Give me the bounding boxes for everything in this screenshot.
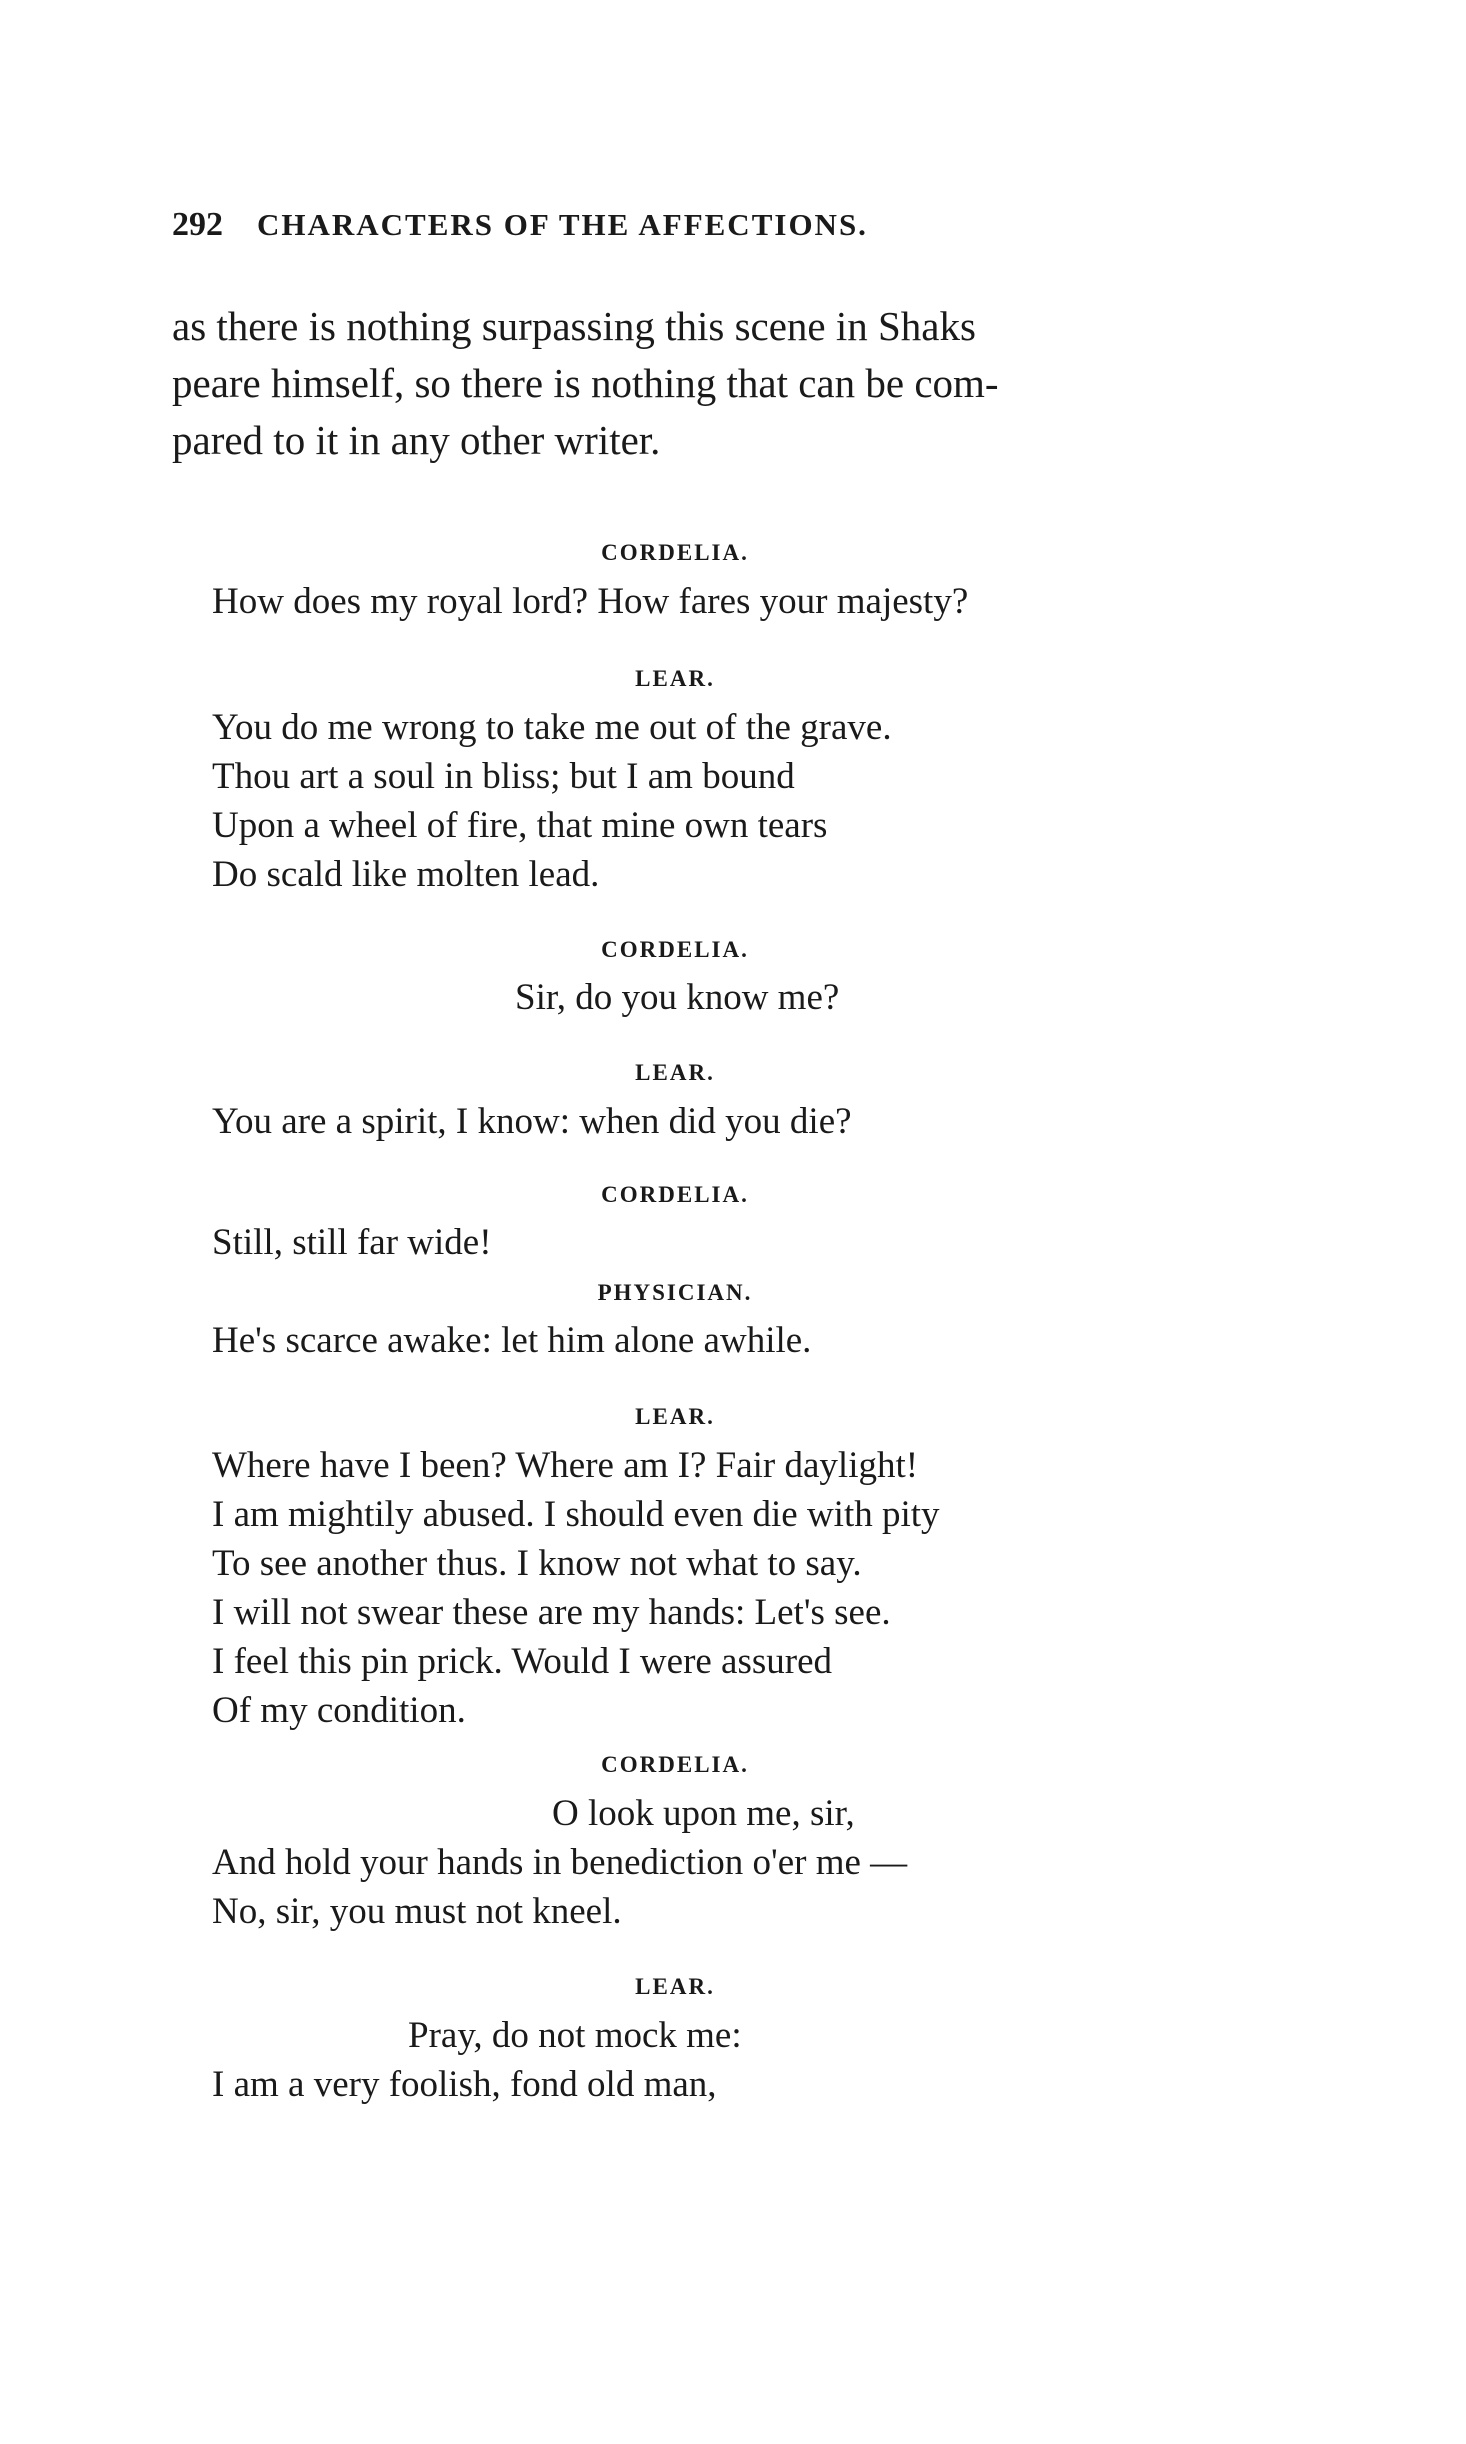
running-title: CHARACTERS OF THE AFFECTIONS.: [257, 207, 868, 242]
verse-line: And hold your hands in benediction o'er me —: [212, 1842, 908, 1883]
verse-line: Sir, do you know me?: [515, 977, 840, 1018]
speaker-name: CORDELIA.: [601, 540, 749, 565]
verse-line: Of my condition.: [212, 1690, 466, 1731]
verse-line: Still, still far wide!: [212, 1222, 492, 1263]
speaker-name: PHYSICIAN.: [597, 1280, 753, 1305]
verse-line: Do scald like molten lead.: [212, 854, 600, 895]
verse-line: No, sir, you must not kneel.: [212, 1891, 622, 1932]
speaker-name: LEAR.: [635, 666, 715, 691]
prose-line: peare himself, so there is nothing that can be com-: [172, 360, 999, 406]
verse-line: Where have I been? Where am I? Fair daylight!: [212, 1445, 919, 1486]
verse-line: How does my royal lord? How fares your majesty?: [212, 581, 969, 622]
verse-line: You are a spirit, I know: when did you die?: [212, 1101, 852, 1142]
verse-line: I am a very foolish, fond old man,: [212, 2064, 717, 2105]
speaker-name: LEAR.: [635, 1060, 715, 1085]
verse-line: You do me wrong to take me out of the grave.: [212, 707, 892, 748]
verse-line: He's scarce awake: let him alone awhile.: [212, 1320, 812, 1361]
page-number: 292: [172, 206, 223, 243]
verse-line: Thou art a soul in bliss; but I am bound: [212, 756, 795, 797]
verse-line: I will not swear these are my hands: Let's see.: [212, 1592, 891, 1633]
speaker-name: CORDELIA.: [601, 937, 749, 962]
prose-line: as there is nothing surpassing this scene in Shaks: [172, 303, 976, 349]
speaker-name: LEAR.: [635, 1404, 715, 1429]
speaker-name: CORDELIA.: [601, 1752, 749, 1777]
verse-line: Pray, do not mock me:: [408, 2015, 742, 2056]
speaker-name: CORDELIA.: [601, 1182, 749, 1207]
verse-line: O look upon me, sir,: [552, 1793, 855, 1834]
verse-line: To see another thus. I know not what to say.: [212, 1543, 862, 1584]
running-header: [172, 206, 868, 244]
verse-line: Upon a wheel of fire, that mine own tears: [212, 805, 828, 846]
speaker-name: LEAR.: [635, 1974, 715, 1999]
verse-line: I am mightily abused. I should even die with pity: [212, 1494, 940, 1535]
prose-line: pared to it in any other writer.: [172, 417, 661, 463]
verse-line: I feel this pin prick. Would I were assured: [212, 1641, 833, 1682]
